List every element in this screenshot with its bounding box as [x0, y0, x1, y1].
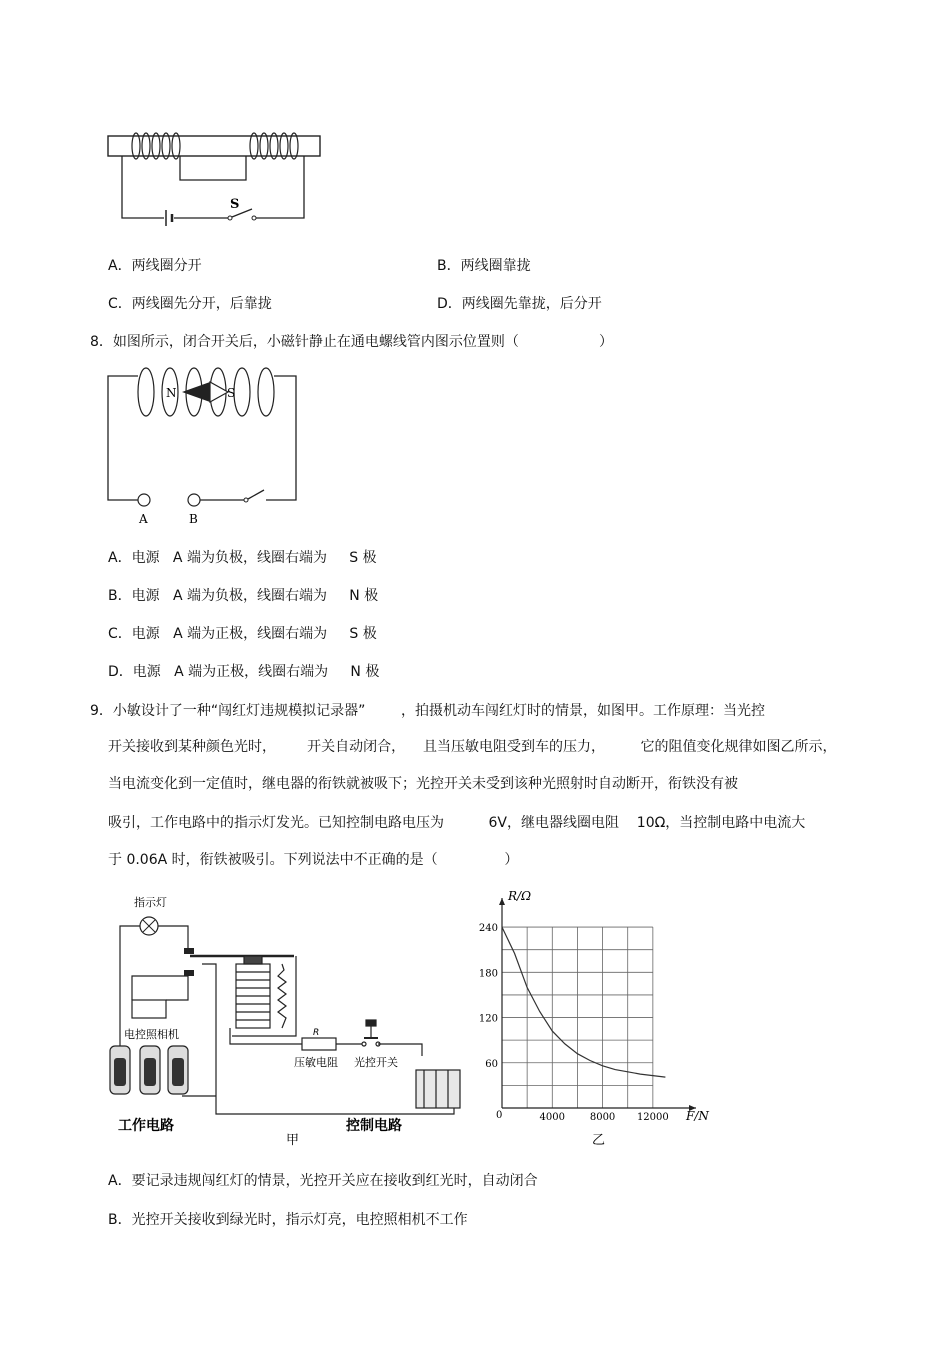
y-tick-label: 180	[478, 968, 498, 980]
q9-option-a: A．要记录违规闯红灯的情景，光控开关应在接收到红光时，自动闭合	[108, 1173, 538, 1189]
q9-option-b: B．光控开关接收到绿光时，指示灯亮，电控照相机不工作	[108, 1212, 468, 1228]
q7-option-a: A．两线圈分开	[108, 258, 202, 274]
q9-figure-a-caption: 甲	[286, 1133, 300, 1148]
y-tick-label: 120	[478, 1013, 498, 1025]
q8-option-d: D．电源 A 端为正极，线圈右端为 N 极	[108, 664, 380, 680]
y-tick-label: 240	[478, 923, 498, 935]
q8-terminal-b-label: B	[189, 512, 198, 526]
q8-option-c: C．电源 A 端为正极，线圈右端为 S 极	[108, 626, 377, 642]
q9-stem-line-2: 开关接收到某种颜色光时， 开关自动闭合， 且当压敏电阻受到车的压力， 它的阻值变化规律如图乙所示，	[108, 739, 837, 755]
q9-stem-line-3: 当电流变化到一定值时，继电器的衔铁就被吸下；光控开关未受到该种光照射时自动断开，衔铁没有被	[108, 776, 738, 792]
q9-camera-label: 电控照相机	[124, 1028, 179, 1041]
chart-origin-label: 0	[496, 1110, 503, 1121]
q7-switch-label: S	[230, 197, 240, 212]
chart-caption: 乙	[592, 1133, 606, 1148]
q9-resistor-label: 压敏电阻	[294, 1056, 338, 1069]
x-tick-label: 4000	[539, 1112, 566, 1123]
y-axis-arrow	[499, 898, 505, 905]
q7-coils-figure	[106, 126, 324, 232]
q8-terminal-a-label: A	[139, 512, 148, 526]
q9-stem-line-1: 9．小敏设计了一种“闯红灯违规模拟记录器” ，拍摄机动车闯红灯时的情景，如图甲。工作原理：当光控	[90, 703, 766, 719]
q8-needle-s-label: S	[227, 386, 236, 400]
chart-tick-labels	[479, 923, 669, 1123]
q8-needle-n-label: N	[166, 386, 177, 400]
q8-option-a: A．电源 A 端为负极，线圈右端为 S 极	[108, 550, 377, 566]
q9-indicator-label: 指示灯	[134, 896, 167, 909]
q7-option-d: D．两线圈先靠拢，后分开	[437, 296, 602, 312]
x-tick-label: 12000	[636, 1112, 669, 1123]
q9-r-symbol: R	[313, 1028, 320, 1038]
q8-stem: 8．如图所示，闭合开关后，小磁针静止在通电螺线管内图示位置则（ ）	[90, 334, 614, 350]
chart-axes	[499, 898, 696, 1111]
y-tick-label: 60	[485, 1058, 498, 1070]
q8-option-b: B．电源 A 端为负极，线圈右端为 N 极	[108, 588, 379, 604]
q9-control-circuit-label: 控制电路	[346, 1118, 402, 1134]
q9-switch-label: 光控开关	[354, 1056, 398, 1069]
x-tick-label: 8000	[589, 1112, 616, 1123]
chart-y-axis-label: R/Ω	[508, 889, 532, 903]
q9-stem-line-5: 于 0.06A 时，衔铁被吸引。下列说法中不正确的是（ ）	[108, 852, 519, 868]
q9-circuit-figure	[106, 886, 468, 1148]
q9-rf-chart	[468, 886, 712, 1148]
q7-option-c: C．两线圈先分开，后靠拢	[108, 296, 272, 312]
q8-solenoid-figure	[106, 364, 302, 528]
q9-work-circuit-label: 工作电路	[118, 1118, 174, 1134]
q7-option-b: B．两线圈靠拢	[437, 258, 531, 274]
chart-x-axis-label: F/N	[686, 1109, 709, 1123]
chart-grid	[502, 927, 653, 1108]
q9-stem-line-4: 吸引，工作电路中的指示灯发光。已知控制电路电压为 6V，继电器线圈电阻 10Ω，当控制电路中电流大	[108, 815, 806, 831]
